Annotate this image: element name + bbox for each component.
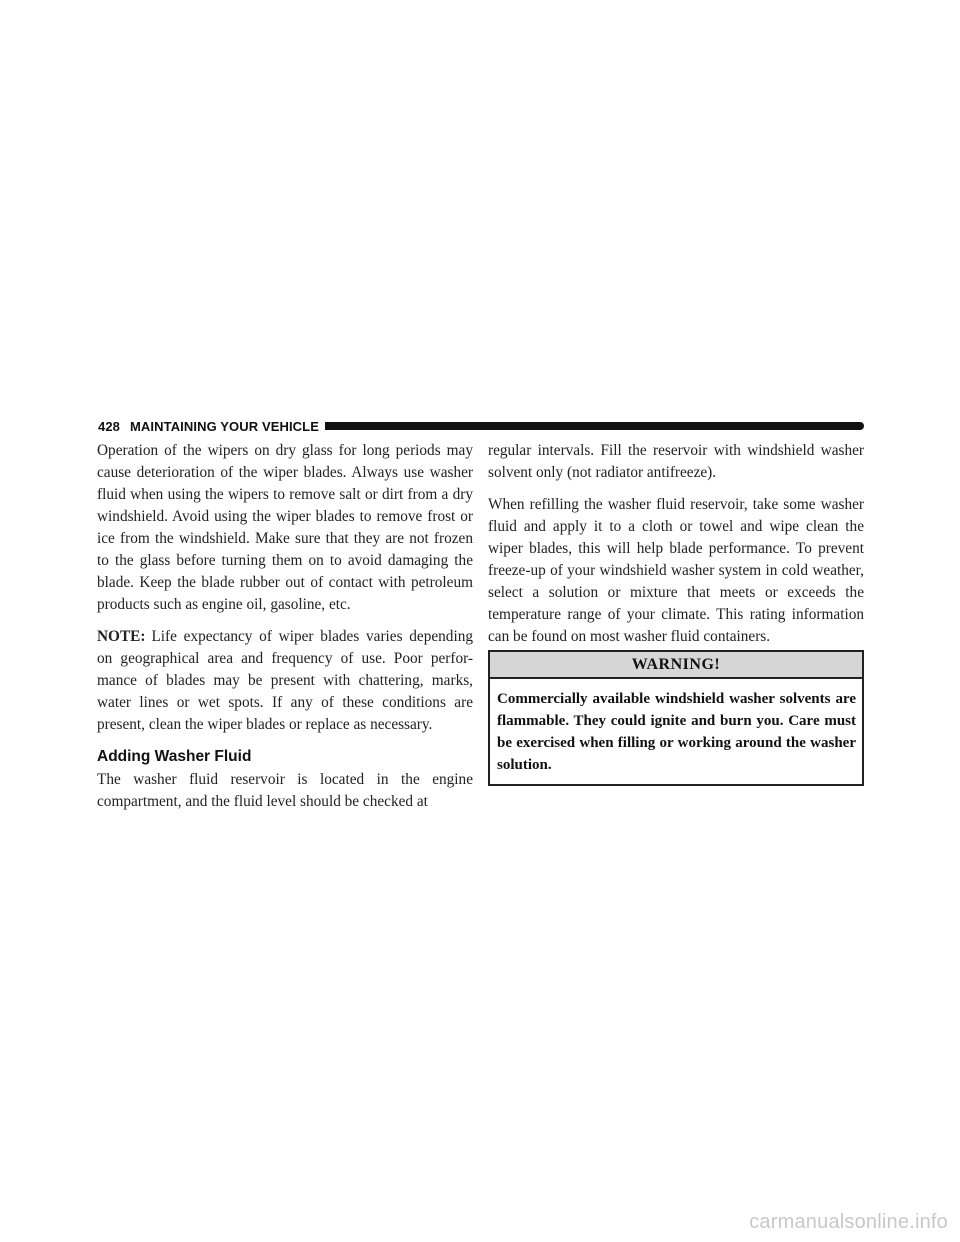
section-title: MAINTAINING YOUR VEHICLE	[130, 418, 319, 434]
refilling-paragraph: When refilling the washer fluid reservoir, take some washer fluid and apply it to a cloth or towel and wipe clean the wiper blades, this will help blade performance. To prevent freeze-up of your windshield washer system in cold weather, select a solution or mixture that meets or exceeds the temperature range of your climate. This rating information can be found on most washer fluid containers.	[488, 496, 864, 645]
note-text: Life expectancy of wiper blades varies depending on geographical area and frequency of use. Poor perfor-mance of blades may be present with chattering, marks, water lines or wet spots. If any of these conditions are present, clean the wiper blades or replace as necessary.	[97, 628, 473, 733]
watermark: carmanualsonline.info	[749, 1211, 948, 1233]
note-paragraph	[97, 626, 473, 736]
right-column	[488, 440, 864, 658]
fill-reservoir-paragraph: regular intervals. Fill the reservoir with windshield washer solvent only (not radiator antifreeze).	[488, 442, 864, 481]
page-header	[98, 418, 864, 434]
warning-box	[488, 650, 864, 786]
warning-text: Commercially available windshield washer solvents are flammable. They could ignite and burn you. Care must be exercised when filling or working around the washer solution.	[497, 691, 856, 773]
page-number: 428	[98, 418, 120, 434]
adding-washer-fluid-heading: Adding Washer Fluid	[97, 748, 252, 765]
left-column	[97, 440, 473, 813]
note-label: NOTE:	[97, 628, 146, 645]
header-rule	[325, 422, 864, 430]
reservoir-location-paragraph: The washer fluid reservoir is located in the engine compartment, and the fluid level should be checked at	[97, 771, 473, 810]
wiper-operation-paragraph: Operation of the wipers on dry glass for long periods may cause deterioration of the wiper blades. Always use washer fluid when using the wipers to remove salt or dirt from a dry windshield. Avoid using the wiper blades to remove frost or ice from the windshield. Make sure that they are not frozen to the glass before turning them on to avoid damaging the blade. Keep the blade rubber out of contact with petroleum products such as engine oil, gasoline, etc.	[97, 442, 473, 613]
warning-title: WARNING!	[490, 652, 862, 679]
